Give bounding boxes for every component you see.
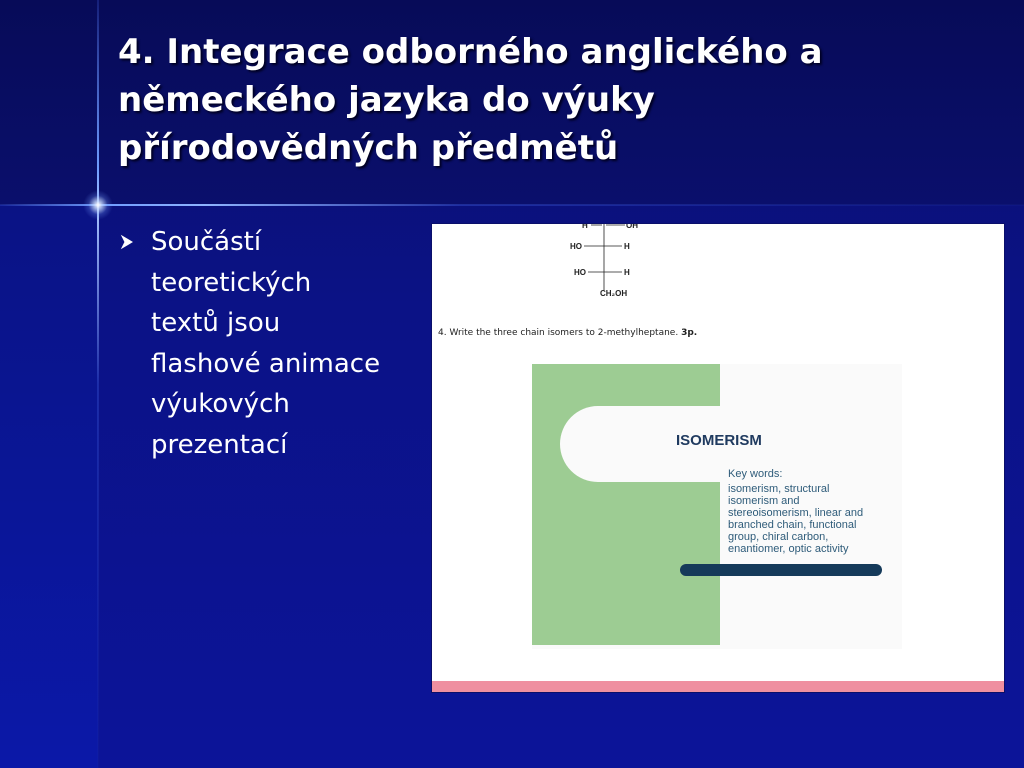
bullet-line-4: flashové animace bbox=[151, 348, 381, 379]
isomerism-card bbox=[532, 364, 902, 649]
bullet-line-5: výukových bbox=[151, 389, 290, 419]
formula-row1-right: OH bbox=[626, 224, 638, 230]
keywords-line-6: enantiomer, optic activity bbox=[728, 543, 849, 555]
title-line-1: 4. Integrace odborného anglického a bbox=[118, 32, 823, 72]
bullet-line-1: Součástí bbox=[151, 227, 262, 257]
title-line-2: německého jazyka do výuky bbox=[118, 80, 655, 120]
formula-row1-left: H bbox=[582, 224, 588, 230]
pink-bottom-strip bbox=[432, 681, 1004, 692]
keywords-line-1: isomerism, structural bbox=[728, 483, 830, 495]
keywords-line-2: isomerism and bbox=[728, 495, 800, 507]
keywords-line-5: group, chiral carbon, bbox=[728, 531, 829, 543]
title-line-3: přírodovědných předmětů bbox=[118, 128, 619, 168]
horizontal-accent-line bbox=[0, 204, 1024, 206]
bullet-line-2: teoretických bbox=[151, 267, 312, 298]
formula-bottom: CH₂OH bbox=[600, 289, 628, 298]
embedded-screenshot bbox=[432, 224, 1004, 692]
question-body: 4. Write the three chain isomers to 2-methylheptane. bbox=[438, 328, 679, 338]
formula-row3-left: HO bbox=[574, 268, 586, 277]
bullet-line-6: prezentací bbox=[151, 429, 288, 460]
arrowhead-bullet-icon bbox=[118, 232, 138, 252]
formula-row2-left: HO bbox=[570, 242, 582, 251]
keywords-line-3: stereoisomerism, linear and bbox=[728, 507, 864, 519]
bullet-line-3: textů jsou bbox=[151, 308, 281, 338]
sparkle-decoration bbox=[83, 190, 113, 220]
vertical-accent-line bbox=[97, 0, 99, 768]
question-text bbox=[438, 328, 697, 338]
keywords-line-4: branched chain, functional bbox=[728, 519, 857, 531]
dark-bar-decoration bbox=[680, 564, 882, 576]
slide-title bbox=[118, 28, 978, 172]
keywords-block bbox=[728, 468, 898, 555]
keywords-heading: Key words: bbox=[728, 468, 783, 480]
fischer-projection-formula bbox=[562, 224, 642, 304]
question-points: 3p. bbox=[681, 328, 698, 338]
formula-row3-right: H bbox=[624, 268, 630, 277]
bullet-item bbox=[118, 222, 423, 465]
bullet-text bbox=[151, 222, 423, 465]
formula-row2-right: H bbox=[624, 242, 630, 251]
card-title: ISOMERISM bbox=[676, 432, 762, 449]
